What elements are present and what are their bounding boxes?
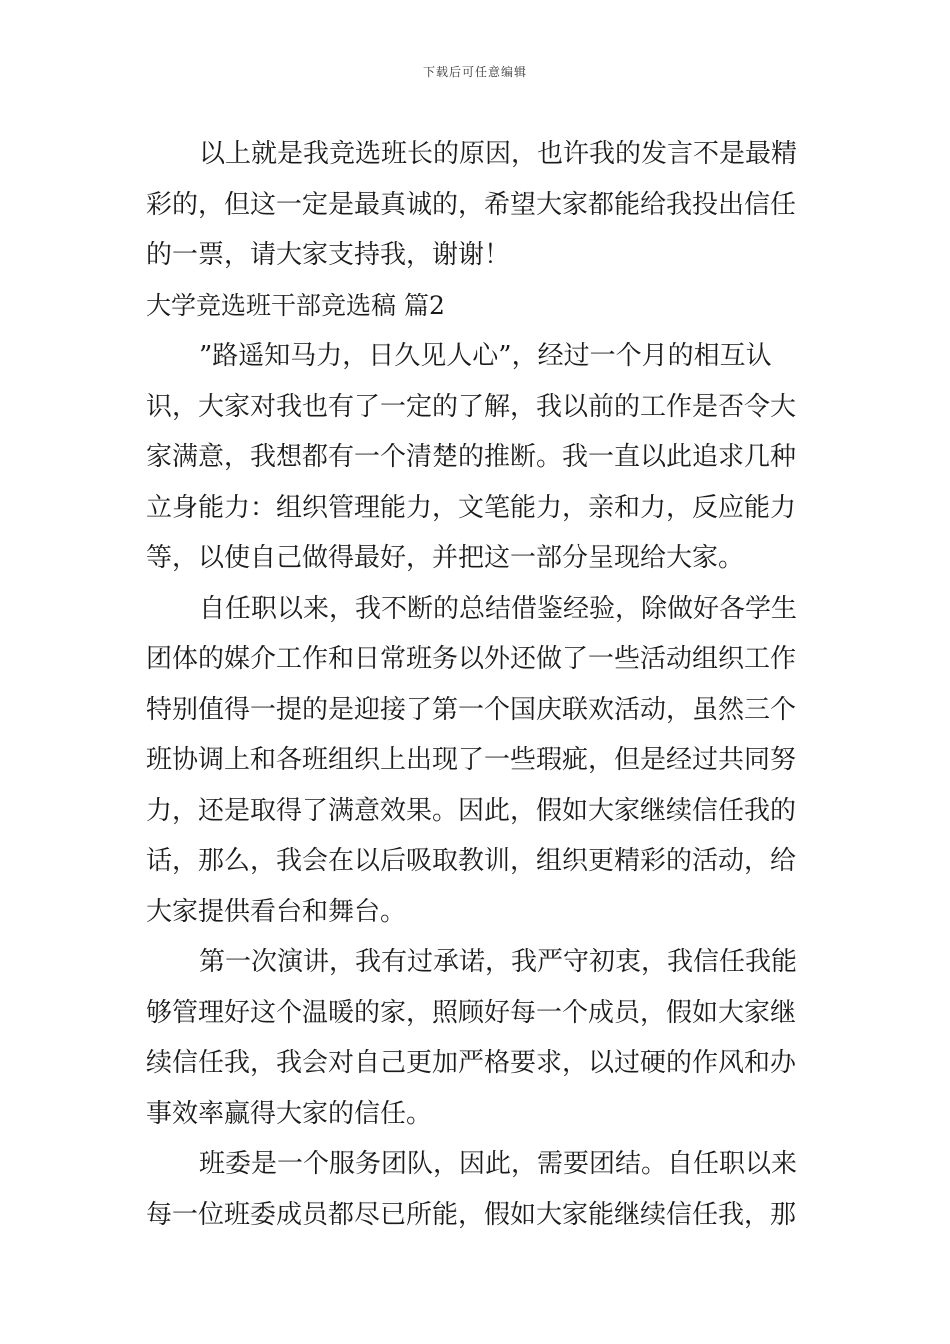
paragraph-line: 以上就是我竞选班长的原因，也许我的发言不是最精	[199, 139, 798, 169]
page-header-note: 下载后可任意编辑	[422, 65, 527, 79]
paragraph-line: 话，那么，我会在以后吸取教训，组织更精彩的活动，给	[146, 846, 797, 876]
paragraph-line: 的一票，请大家支持我，谢谢！	[146, 240, 511, 270]
paragraph-line: 第一次演讲，我有过承诺，我严守初衷，我信任我能	[199, 947, 798, 977]
paragraph-line: 够管理好这个温暖的家，照顾好每一个成员，假如大家继	[146, 997, 797, 1028]
paragraph-line: 力，还是取得了满意效果。因此，假如大家继续信任我的	[146, 795, 797, 826]
section-title: 大学竞选班干部竞选稿 篇2	[146, 290, 445, 320]
paragraph-line: 事效率赢得大家的信任。	[146, 1098, 433, 1129]
paragraph-line: 续信任我，我会对自己更加严格要求，以过硬的作风和办	[146, 1048, 797, 1078]
paragraph-line: 家满意，我想都有一个清楚的推断。我一直以此追求几种	[146, 442, 797, 472]
paragraph-line: 每一位班委成员都尽已所能，假如大家能继续信任我，那	[146, 1199, 797, 1230]
paragraph-line: 识，大家对我也有了一定的了解，我以前的工作是否令大	[146, 391, 797, 422]
paragraph-line: 大家提供看台和舞台。	[146, 896, 407, 927]
paragraph-line: 彩的，但这一定是最真诚的，希望大家都能给我投出信任	[146, 189, 797, 220]
paragraph-line: 团体的媒介工作和日常班务以外还做了一些活动组织工作	[146, 644, 797, 674]
paragraph-line: 班委是一个服务团队，因此，需要团结。自任职以来	[199, 1149, 798, 1179]
paragraph-line: 班协调上和各班组织上出现了一些瑕疵，但是经过共同努	[146, 745, 797, 775]
document-body	[146, 129, 816, 1240]
paragraph-line: 自任职以来，我不断的总结借鉴经验，除做好各学生	[199, 593, 798, 624]
paragraph-line: 特别值得一提的是迎接了第一个国庆联欢活动，虽然三个	[146, 694, 797, 725]
paragraph-line: 立身能力：组织管理能力，文笔能力，亲和力，反应能力	[146, 492, 797, 523]
paragraph-line: 等，以使自己做得最好，并把这一部分呈现给大家。	[146, 543, 745, 573]
paragraph-line: ”路遥知马力，日久见人心”，经过一个月的相互认	[199, 341, 772, 371]
